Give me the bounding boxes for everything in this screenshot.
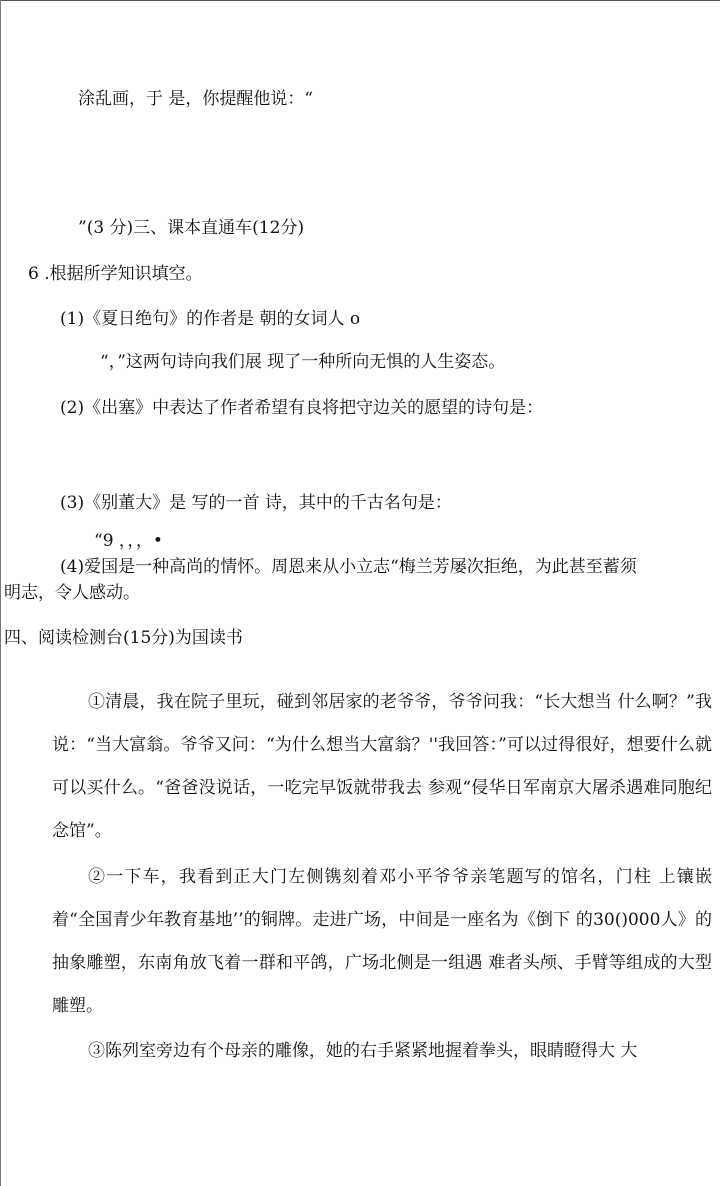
reading-paragraph-2: ②一下车，我看到正大门左侧镌刻着邓小平爷爷亲笔题写的馆名，门柱 上镶嵌着“全国青少年教育基地’’的铜牌。走进广场，中间是一座名为《倒下 的30()000人》的抽象雕塑，东南角放飞着一群和平鸽，广场北侧是一组遇 难者头颅、手臂等组成的大型雕塑。 — [52, 867, 712, 1016]
page-left-border — [0, 0, 1, 1186]
question-6-1: (1)《夏日绝句》的作者是 朝的女词人 o — [60, 309, 361, 329]
section-4-heading: 四、阅读检测台(15分)为国读书 — [4, 628, 243, 648]
question-6-2: (2)《出塞》中表达了作者希望有良将把守边关的愿望的诗句是： — [60, 398, 544, 418]
question-6-4: (4)爱国是一种高尚的情怀。周恩来从小立志“梅兰芳屡次拒绝，为此甚至蓄须 — [60, 557, 637, 577]
page-top-border — [0, 0, 720, 1]
reading-paragraph-1: ①清晨，我在院子里玩，碰到邻居家的老爷爷，爷爷问我：“长大想当 什么啊？”我说：“当大富翁。爷爷又问：“为什么想当大富翁？''我回答：”可以过得很好，想要什么就可以买什么。“爸爸没说话，一吃完早饭就带我去 参观“侵华日军南京大屠杀遇难同胞纪念馆”。 — [52, 692, 712, 841]
reading-paragraph-3: ③陈列室旁边有个母亲的雕像，她的右手紧紧地握着拳头，眼睛瞪得大 大 — [88, 1041, 638, 1061]
text-line-2: ”(3 分)三、课本直通车(12分) — [78, 218, 305, 238]
question-6-3: (3)《别董大》是 写的一首 诗，其中的千古名句是： — [60, 493, 452, 513]
question-6-4-cont: 明志，令人感动。 — [4, 583, 140, 603]
question-6-3-answer: “9 ，，，• — [94, 531, 163, 551]
text-line-1: 涂乱画，于 是，你提醒他说：“ — [78, 89, 314, 109]
question-6-1-cont: “，”这两句诗向我们展 现了一种所向无惧的人生姿态。 — [100, 352, 506, 372]
question-6-heading: 6 .根据所学知识填空。 — [28, 264, 203, 284]
